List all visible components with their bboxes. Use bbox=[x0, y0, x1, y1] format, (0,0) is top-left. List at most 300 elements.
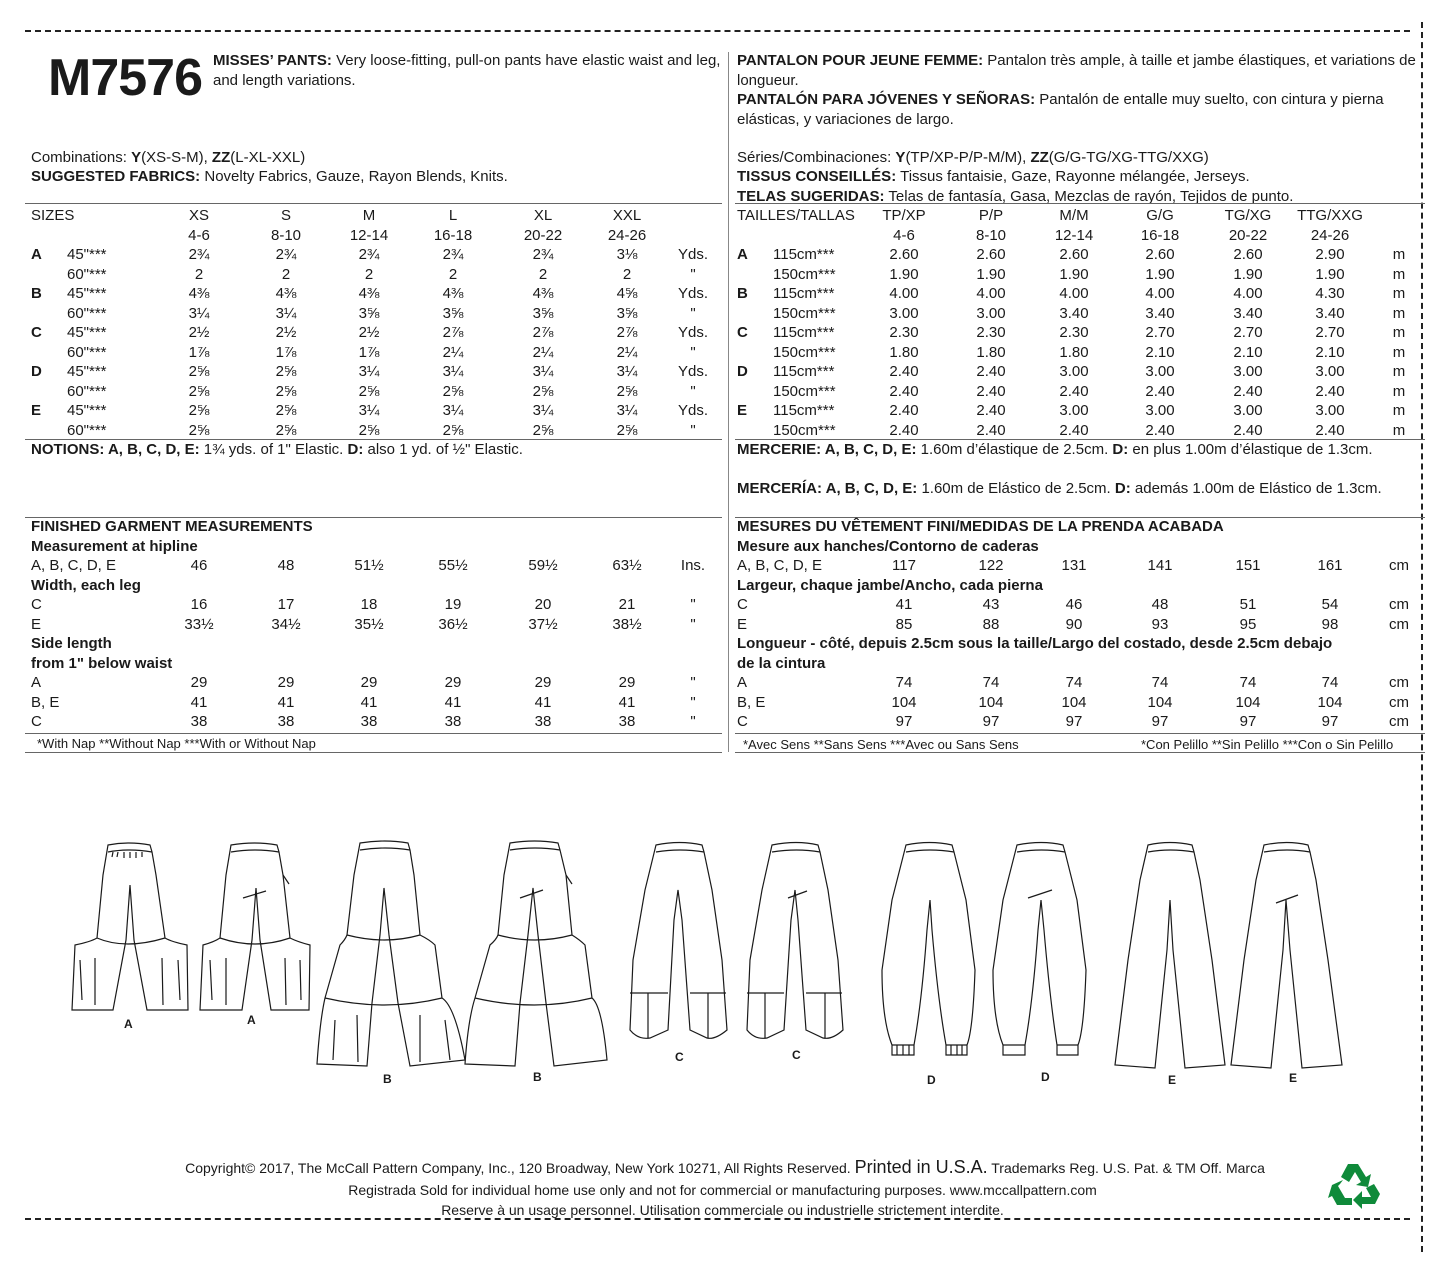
yardage-value: 3.40 bbox=[1145, 304, 1175, 322]
yardage-value: 3¼ bbox=[532, 363, 554, 380]
yardage-value: 2.90 bbox=[1315, 246, 1345, 263]
unit: " bbox=[690, 343, 696, 361]
unit: " bbox=[690, 713, 696, 730]
row-label: A, B, C, D, E bbox=[31, 557, 117, 574]
view-c-back-drawing bbox=[747, 843, 843, 1039]
unit: " bbox=[690, 693, 696, 711]
yardage-value: 4.00 bbox=[1233, 285, 1263, 302]
unit: m bbox=[1392, 265, 1406, 283]
yardage-value: 2.40 bbox=[889, 382, 919, 400]
unit: m bbox=[1392, 363, 1406, 380]
size-col-number: 8-10 bbox=[975, 226, 1007, 244]
measurement-value: 29 bbox=[444, 674, 462, 691]
subsection-label: Largeur, chaque jambe/Ancho, cada pierna bbox=[737, 576, 1043, 594]
size-col-label: XXL bbox=[612, 207, 642, 224]
size-col-number: 24-26 bbox=[607, 226, 647, 244]
view-letter: B bbox=[31, 285, 42, 302]
fabric-width: 150cm*** bbox=[773, 265, 836, 283]
measurement-value: 21 bbox=[618, 596, 636, 613]
yardage-value: 3⅝ bbox=[616, 304, 638, 322]
combinations-en: Combinations: Y(XS-S-M), ZZ(L-XL-XXL) bbox=[31, 149, 306, 166]
size-col-number: 12-14 bbox=[1054, 226, 1094, 244]
view-letter: A bbox=[737, 246, 748, 263]
fabric-width: 45"*** bbox=[67, 402, 107, 419]
size-col-label: P/P bbox=[978, 207, 1004, 224]
measurement-value: 88 bbox=[982, 615, 1000, 633]
size-col-label: M bbox=[362, 207, 376, 224]
measurement-value: 104 bbox=[891, 693, 917, 711]
unit: Yds. bbox=[677, 246, 708, 263]
measurement-value: 97 bbox=[1065, 713, 1083, 730]
measurement-value: 48 bbox=[277, 557, 295, 574]
yardage-value: 2.10 bbox=[1233, 343, 1263, 361]
measurement-value: 93 bbox=[1151, 615, 1169, 633]
row-label: A bbox=[31, 674, 42, 691]
unit: cm bbox=[1389, 713, 1409, 730]
fabrics-es: TELAS SUGERIDAS: Telas de fantasía, Gasa, Mezclas de rayón, Tejidos de punto. bbox=[737, 188, 1294, 205]
measurement-value: 18 bbox=[360, 596, 378, 613]
yardage-value: 2¾ bbox=[358, 246, 380, 263]
size-col-label: TG/XG bbox=[1224, 207, 1272, 224]
fabric-width: 115cm*** bbox=[773, 246, 835, 263]
unit: m bbox=[1392, 343, 1406, 361]
yardage-value: 3.40 bbox=[1233, 304, 1263, 322]
view-label: A bbox=[247, 1013, 256, 1027]
yardage-value: 2⅝ bbox=[442, 421, 464, 439]
yardage-value: 3⅝ bbox=[442, 304, 464, 322]
fabric-width: 60"*** bbox=[67, 304, 107, 322]
yardage-value: 2¾ bbox=[532, 246, 554, 263]
view-d-back-drawing bbox=[993, 843, 1086, 1056]
yardage-value: 2 bbox=[448, 265, 458, 283]
yardage-value: 2.40 bbox=[889, 402, 919, 419]
unit: " bbox=[690, 596, 696, 613]
unit: cm bbox=[1389, 596, 1409, 613]
yardage-value: 2.60 bbox=[1059, 246, 1089, 263]
fabric-width: 45"*** bbox=[67, 285, 107, 302]
description-en: MISSES’ PANTS: Very loose-fitting, pull-on pants have elastic waist and leg, and length variations. bbox=[213, 52, 721, 89]
notions-es: MERCERÍA: A, B, C, D, E: 1.60m de Elástico de 2.5cm. D: además 1.00m de Elástico de 1.3cm. bbox=[737, 480, 1382, 497]
measurement-value: 19 bbox=[444, 596, 462, 613]
yardage-value: 3¼ bbox=[532, 402, 554, 419]
yardage-value: 2⅝ bbox=[532, 421, 554, 439]
yardage-value: 2.70 bbox=[1315, 324, 1345, 341]
yardage-value: 2.10 bbox=[1145, 343, 1175, 361]
yardage-value: 2.40 bbox=[889, 421, 919, 439]
yardage-value: 2⅝ bbox=[442, 382, 464, 400]
yardage-value: 2 bbox=[194, 265, 204, 283]
yardage-value: 2¼ bbox=[616, 343, 638, 361]
fabric-width: 60"*** bbox=[67, 382, 107, 400]
yardage-value: 1⅞ bbox=[188, 343, 210, 361]
measurement-value: 41 bbox=[444, 693, 462, 711]
yardage-value: 2.70 bbox=[1233, 324, 1263, 341]
measurement-value: 85 bbox=[895, 615, 913, 633]
yardage-value: 2¾ bbox=[188, 246, 210, 263]
yardage-value: 2½ bbox=[275, 324, 297, 341]
unit: m bbox=[1392, 285, 1406, 302]
unit: " bbox=[690, 615, 696, 633]
notions-en: NOTIONS: A, B, C, D, E: 1¾ yds. of 1" Elastic. D: also 1 yd. of ½" Elastic. bbox=[31, 441, 523, 458]
size-col-label: TTG/XXG bbox=[1297, 207, 1363, 224]
yardage-value: 2.40 bbox=[976, 363, 1006, 380]
unit: m bbox=[1392, 304, 1406, 322]
sizes-label: SIZES bbox=[31, 207, 75, 224]
unit: m bbox=[1392, 324, 1406, 341]
measurement-value: 122 bbox=[978, 557, 1004, 574]
measurement-value: 97 bbox=[982, 713, 1000, 730]
yardage-value: 2⅞ bbox=[532, 324, 554, 341]
yardage-value: 3¼ bbox=[275, 304, 297, 322]
yardage-value: 4.00 bbox=[889, 285, 919, 302]
yardage-value: 2.60 bbox=[889, 246, 919, 263]
measurement-value: 74 bbox=[1065, 674, 1083, 691]
measurement-value: 74 bbox=[1321, 674, 1339, 691]
measurement-value: 95 bbox=[1239, 615, 1257, 633]
yardage-value: 3⅝ bbox=[532, 304, 554, 322]
yardage-value: 1.90 bbox=[1315, 265, 1345, 283]
measurement-value: 141 bbox=[1147, 557, 1173, 574]
measurement-value: 74 bbox=[1239, 674, 1257, 691]
measurement-value: 51½ bbox=[354, 557, 384, 574]
row-label: E bbox=[31, 615, 42, 633]
yardage-value: 2⅝ bbox=[275, 421, 297, 439]
measurement-value: 17 bbox=[277, 596, 295, 613]
size-col-label: XS bbox=[188, 207, 209, 224]
subsection-label: Longueur - côté, depuis 2.5cm sous la taille/Largo del costado, desde 2.5cm debajo bbox=[737, 635, 1333, 652]
yardage-value: 2⅝ bbox=[188, 382, 210, 400]
size-col-number: 20-22 bbox=[523, 226, 563, 244]
unit: Yds. bbox=[677, 363, 708, 380]
unit: cm bbox=[1389, 615, 1409, 633]
size-col-number: 8-10 bbox=[270, 226, 302, 244]
size-col-number: 16-18 bbox=[433, 226, 473, 244]
yardage-value: 2.70 bbox=[1145, 324, 1175, 341]
yardage-value: 3¼ bbox=[358, 402, 380, 419]
measurement-value: 37½ bbox=[528, 615, 558, 633]
size-col-label: G/G bbox=[1146, 207, 1174, 224]
yardage-value: 3¼ bbox=[358, 363, 380, 380]
measurement-value: 35½ bbox=[354, 615, 384, 633]
sizes-label: TAILLES/TALLAS bbox=[737, 207, 855, 224]
yardage-value: 4.30 bbox=[1315, 285, 1345, 302]
yardage-value: 4.00 bbox=[976, 285, 1006, 302]
row-label: C bbox=[31, 713, 42, 730]
view-letter: D bbox=[31, 363, 42, 380]
combinations-fr: Séries/Combinaciones: Y(TP/XP-P/P-M/M), ZZ(G/G-TG/XG-TTG/XXG) bbox=[737, 149, 1209, 166]
measurement-value: 41 bbox=[895, 596, 913, 613]
yardage-value: 2⅝ bbox=[358, 382, 380, 400]
pattern-code: M7576 bbox=[48, 49, 202, 107]
view-label: C bbox=[675, 1050, 684, 1064]
yardage-value: 1.80 bbox=[1059, 343, 1089, 361]
view-label: A bbox=[124, 1017, 133, 1031]
measurement-value: 43 bbox=[982, 596, 1000, 613]
unit: " bbox=[690, 382, 696, 400]
yardage-value: 4⅝ bbox=[616, 285, 638, 302]
yardage-value: 2.40 bbox=[1315, 421, 1345, 439]
measurement-value: 38 bbox=[534, 713, 552, 730]
yardage-value: 2¾ bbox=[275, 246, 297, 263]
fabric-width: 150cm*** bbox=[773, 343, 836, 361]
fabric-width: 115cm*** bbox=[773, 402, 835, 419]
fabric-width: 150cm*** bbox=[773, 304, 836, 322]
view-letter: C bbox=[737, 324, 748, 341]
measurement-value: 33½ bbox=[184, 615, 214, 633]
measurement-value: 46 bbox=[190, 557, 208, 574]
yardage-value: 3.00 bbox=[1145, 402, 1175, 419]
measurement-value: 131 bbox=[1061, 557, 1087, 574]
unit: m bbox=[1392, 402, 1406, 419]
fabric-width: 45"*** bbox=[67, 363, 107, 380]
measurement-value: 36½ bbox=[438, 615, 468, 633]
view-e-back-drawing bbox=[1231, 843, 1342, 1069]
yardage-value: 2.40 bbox=[976, 421, 1006, 439]
row-label: B, E bbox=[737, 693, 766, 711]
row-label: A, B, C, D, E bbox=[737, 557, 823, 574]
yardage-value: 2⅝ bbox=[275, 382, 297, 400]
size-col-number: 20-22 bbox=[1228, 226, 1268, 244]
yardage-value: 2⅝ bbox=[188, 402, 210, 419]
row-label: B, E bbox=[31, 693, 60, 711]
yardage-value: 2.40 bbox=[1145, 421, 1175, 439]
yardage-value: 2½ bbox=[188, 324, 210, 341]
yardage-value: 2.40 bbox=[976, 382, 1006, 400]
yardage-value: 3.40 bbox=[1059, 304, 1089, 322]
yardage-value: 2 bbox=[281, 265, 291, 283]
measurement-value: 104 bbox=[1235, 693, 1261, 711]
yardage-value: 3.00 bbox=[1145, 363, 1175, 380]
unit: Yds. bbox=[677, 402, 708, 419]
fabrics-fr: TISSUS CONSEILLÉS: Tissus fantaisie, Gaze, Rayonne mélangée, Jerseys. bbox=[737, 168, 1250, 185]
measurement-value: 38 bbox=[618, 713, 636, 730]
yardage-value: 2 bbox=[538, 265, 548, 283]
measurement-value: 97 bbox=[895, 713, 913, 730]
measurement-value: 38 bbox=[444, 713, 462, 730]
measurement-value: 74 bbox=[982, 674, 1000, 691]
measurement-value: 151 bbox=[1235, 557, 1261, 574]
yardage-value: 2.10 bbox=[1315, 343, 1345, 361]
view-label: B bbox=[533, 1070, 542, 1084]
fabric-width: 115cm*** bbox=[773, 324, 835, 341]
description-fr: PANTALON POUR JEUNE FEMME: Pantalon très ample, à taille et jambe élastiques, et variations de longueur. bbox=[737, 52, 1416, 89]
view-letter: E bbox=[31, 402, 42, 419]
measurement-value: 97 bbox=[1239, 713, 1257, 730]
unit: " bbox=[690, 265, 696, 283]
footnote-fr: *Avec Sens **Sans Sens ***Avec ou Sans Sens bbox=[743, 737, 1019, 752]
yardage-value: 3.00 bbox=[1059, 402, 1089, 419]
yardage-value: 2.40 bbox=[1145, 382, 1175, 400]
view-letter: B bbox=[737, 285, 748, 302]
measurement-value: 41 bbox=[360, 693, 378, 711]
footer-copyright: Copyright© 2017, The McCall Pattern Company, Inc., 120 Broadway, New York 10271, All Rights Reserved. Printed in U.S.A. Trademarks Reg. U.S. Pat. & TM Off. Marca bbox=[185, 1157, 1265, 1177]
view-label: D bbox=[927, 1073, 936, 1087]
yardage-value: 2⅞ bbox=[616, 324, 638, 341]
view-letter: D bbox=[737, 363, 748, 380]
description-es: PANTALÓN PARA JÓVENES Y SEÑORAS: Pantalón de entalle muy suelto, con cintura y pierna elásticas, y variaciones de largo. bbox=[737, 91, 1384, 128]
row-label: C bbox=[737, 713, 748, 730]
yardage-value: 2⅝ bbox=[616, 421, 638, 439]
yardage-value: 3⅝ bbox=[358, 304, 380, 322]
yardage-value: 4⅜ bbox=[275, 285, 297, 302]
measurement-value: 29 bbox=[360, 674, 378, 691]
yardage-value: 4.00 bbox=[1145, 285, 1175, 302]
measurement-value: 97 bbox=[1151, 713, 1169, 730]
yardage-value: 3.00 bbox=[1233, 402, 1263, 419]
yardage-value: 2½ bbox=[358, 324, 380, 341]
fabric-width: 115cm*** bbox=[773, 285, 835, 302]
yardage-value: 2.40 bbox=[1233, 421, 1263, 439]
yardage-value: 2.30 bbox=[889, 324, 919, 341]
yardage-value: 2¾ bbox=[442, 246, 464, 263]
view-label: E bbox=[1168, 1073, 1177, 1087]
row-label: E bbox=[737, 615, 748, 633]
view-label: B bbox=[383, 1072, 392, 1086]
measurement-value: 117 bbox=[892, 557, 916, 574]
unit: " bbox=[690, 304, 696, 322]
row-label: A bbox=[737, 674, 748, 691]
measurement-value: 38 bbox=[360, 713, 378, 730]
yardage-value: 3.00 bbox=[1315, 402, 1345, 419]
unit: Yds. bbox=[677, 324, 708, 341]
size-col-number: 12-14 bbox=[349, 226, 389, 244]
subsection-label: Width, each leg bbox=[31, 576, 141, 594]
unit: m bbox=[1392, 421, 1406, 439]
view-label: E bbox=[1289, 1071, 1298, 1085]
unit: " bbox=[690, 421, 696, 439]
footnote-en: *With Nap **Without Nap ***With or Without Nap bbox=[37, 736, 316, 751]
size-col-number: 24-26 bbox=[1310, 226, 1350, 244]
fabric-width: 45"*** bbox=[67, 246, 107, 263]
measurement-value: 41 bbox=[277, 693, 295, 711]
measurement-value: 34½ bbox=[271, 615, 301, 633]
measurement-value: 54 bbox=[1321, 596, 1339, 613]
subsection-label: Measurement at hipline bbox=[31, 537, 198, 555]
measurement-value: 90 bbox=[1065, 615, 1083, 633]
yardage-value: 1.90 bbox=[889, 265, 919, 283]
view-e-front-drawing bbox=[1115, 843, 1225, 1069]
footnote-es: *Con Pelillo **Sin Pelillo ***Con o Sin Pelillo bbox=[1141, 737, 1394, 752]
rule bbox=[25, 203, 722, 204]
measurement-value: 41 bbox=[618, 693, 636, 711]
unit: m bbox=[1392, 246, 1406, 263]
yardage-value: 2⅝ bbox=[616, 382, 638, 400]
yardage-value: 2.60 bbox=[976, 246, 1006, 263]
yardage-value: 2.40 bbox=[1059, 421, 1089, 439]
view-letter: E bbox=[737, 402, 748, 419]
yardage-value: 2⅝ bbox=[188, 363, 210, 380]
yardage-value: 2⅝ bbox=[275, 363, 297, 380]
measurement-value: 29 bbox=[534, 674, 552, 691]
yardage-value: 2.40 bbox=[889, 363, 919, 380]
unit: cm bbox=[1389, 693, 1409, 711]
fabric-width: 60"*** bbox=[67, 421, 107, 439]
yardage-value: 2.60 bbox=[1145, 246, 1175, 263]
yardage-value: 2.60 bbox=[1233, 246, 1263, 263]
row-label: C bbox=[31, 596, 42, 613]
view-a-back-drawing bbox=[200, 843, 310, 1010]
view-letter: C bbox=[31, 324, 42, 341]
measurement-value: 74 bbox=[895, 674, 913, 691]
size-col-label: L bbox=[448, 207, 458, 224]
yardage-value: 2⅝ bbox=[358, 421, 380, 439]
size-col-label: M/M bbox=[1059, 207, 1089, 224]
subsection-label: from 1" below waist bbox=[31, 654, 173, 672]
view-d-front-drawing bbox=[882, 843, 975, 1056]
fabric-width: 115cm*** bbox=[773, 363, 835, 380]
fabric-width: 60"*** bbox=[67, 343, 107, 361]
unit: cm bbox=[1389, 674, 1409, 691]
measurement-value: 48 bbox=[1151, 596, 1169, 613]
view-a-front-drawing bbox=[72, 843, 188, 1010]
yardage-value: 1.80 bbox=[976, 343, 1006, 361]
view-b-front-drawing bbox=[317, 841, 465, 1066]
measurement-value: 38 bbox=[277, 713, 295, 730]
top-cut-line bbox=[25, 30, 1410, 32]
size-col-number: 4-6 bbox=[893, 226, 915, 244]
fabrics-en: SUGGESTED FABRICS: Novelty Fabrics, Gauze, Rayon Blends, Knits. bbox=[31, 168, 508, 185]
yardage-value: 3.00 bbox=[889, 304, 919, 322]
unit: Yds. bbox=[677, 285, 708, 302]
measurement-value: 104 bbox=[978, 693, 1004, 711]
yardage-value: 2⅞ bbox=[442, 324, 464, 341]
view-label: D bbox=[1041, 1070, 1050, 1084]
measurement-value: 97 bbox=[1321, 713, 1339, 730]
yardage-value: 4⅜ bbox=[442, 285, 464, 302]
measurement-value: 104 bbox=[1061, 693, 1087, 711]
unit: " bbox=[690, 674, 696, 691]
recycle-icon bbox=[1328, 1160, 1384, 1212]
fabric-width: 150cm*** bbox=[773, 421, 836, 439]
measurement-value: 51 bbox=[1239, 596, 1257, 613]
measurement-value: 29 bbox=[190, 674, 208, 691]
size-col-label: XL bbox=[533, 207, 553, 224]
yardage-value: 2⅝ bbox=[275, 402, 297, 419]
subsection-label: Mesure aux hanches/Contorno de caderas bbox=[737, 537, 1039, 555]
yardage-value: 2⅝ bbox=[532, 382, 554, 400]
yardage-value: 3¼ bbox=[616, 363, 638, 380]
yardage-value: 1.90 bbox=[976, 265, 1006, 283]
yardage-value: 3¼ bbox=[616, 402, 638, 419]
yardage-value: 3⅛ bbox=[616, 246, 638, 263]
yardage-value: 1⅞ bbox=[358, 343, 380, 361]
yardage-value: 2 bbox=[622, 265, 632, 283]
measurement-value: 46 bbox=[1065, 596, 1083, 613]
rule bbox=[735, 203, 1425, 204]
measurement-value: 29 bbox=[277, 674, 295, 691]
measurement-value: 74 bbox=[1151, 674, 1169, 691]
yardage-value: 3¼ bbox=[442, 402, 464, 419]
yardage-value: 3.00 bbox=[1233, 363, 1263, 380]
yardage-value: 2¼ bbox=[532, 343, 554, 361]
size-col-number: 16-18 bbox=[1140, 226, 1180, 244]
measurement-value: 41 bbox=[534, 693, 552, 711]
yardage-value: 3.00 bbox=[1315, 363, 1345, 380]
unit: cm bbox=[1389, 557, 1409, 574]
yardage-value: 3.40 bbox=[1315, 304, 1345, 322]
yardage-value: 4⅜ bbox=[358, 285, 380, 302]
yardage-value: 1.90 bbox=[1233, 265, 1263, 283]
fabric-width: 150cm*** bbox=[773, 382, 836, 400]
view-b-back-drawing bbox=[465, 841, 607, 1066]
size-col-label: TP/XP bbox=[882, 207, 926, 224]
measurement-value: 38½ bbox=[612, 615, 642, 633]
yardage-value: 1⅞ bbox=[275, 343, 297, 361]
size-col-number: 4-6 bbox=[188, 226, 210, 244]
yardage-value: 2.40 bbox=[1315, 382, 1345, 400]
yardage-value: 2¼ bbox=[442, 343, 464, 361]
yardage-value: 1.90 bbox=[1059, 265, 1089, 283]
